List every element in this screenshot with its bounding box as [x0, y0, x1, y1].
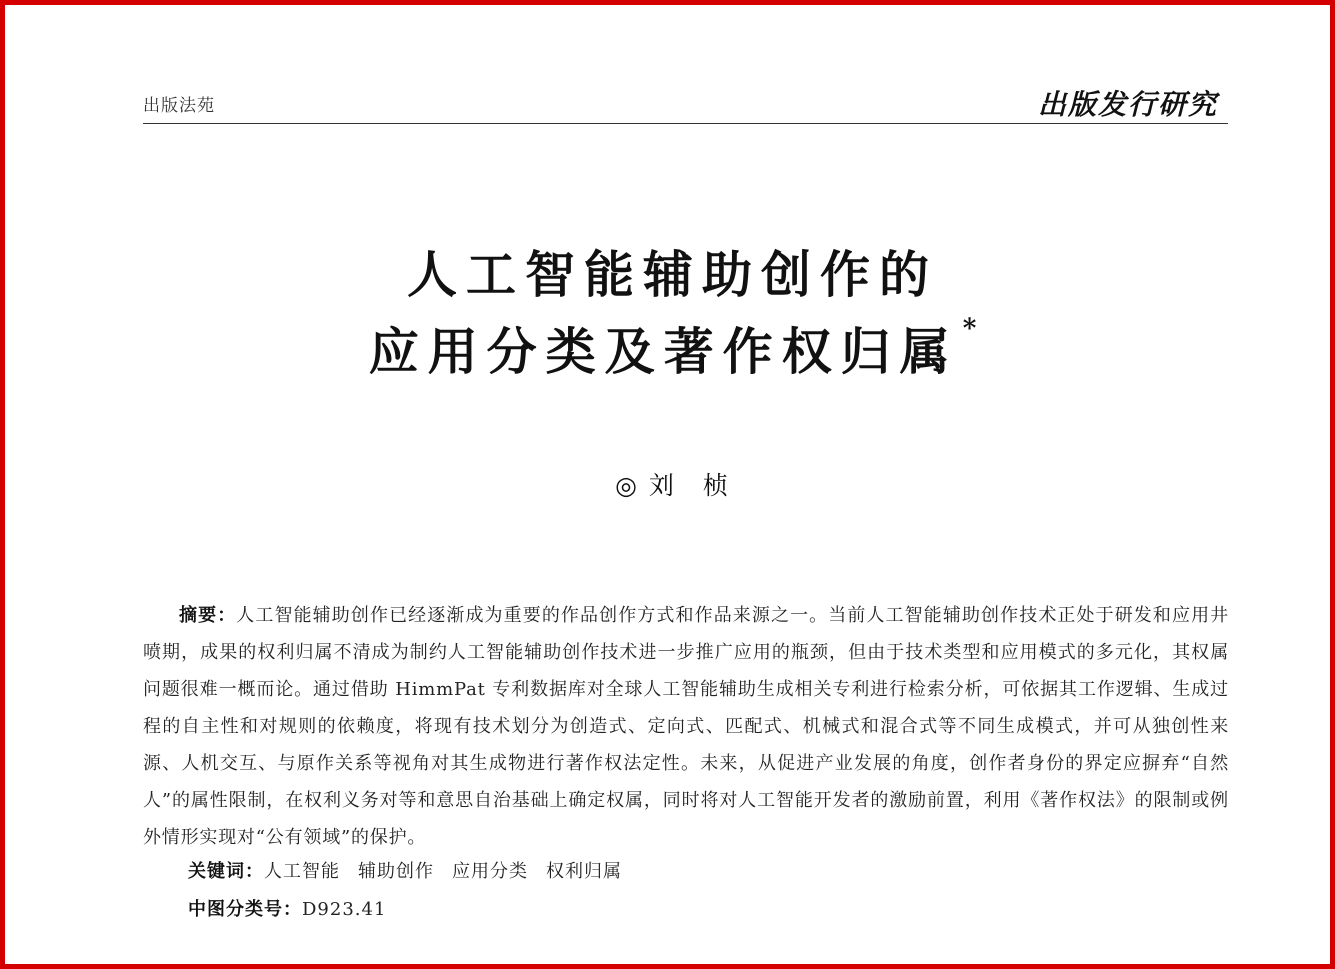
- classification-label: 中图分类号：: [188, 899, 302, 920]
- keywords-label: 关键词：: [188, 861, 264, 882]
- title-line-1-text: 人工智能辅助创作的: [407, 245, 938, 304]
- title-line-2-text: 应用分类及著作权归属: [368, 322, 959, 381]
- journal-logo: 出版发行研究: [1037, 88, 1218, 121]
- abstract-paragraph: [143, 597, 1229, 856]
- title-footnote-marker: *: [962, 314, 977, 344]
- classification-value: D923.41: [302, 899, 387, 920]
- article-title-line-1: [5, 235, 1335, 307]
- header-divider: [143, 123, 1228, 124]
- keyword-item: 辅助创作: [358, 861, 434, 882]
- abstract-text: 人工智能辅助创作已经逐渐成为重要的作品创作方式和作品来源之一。当前人工智能辅助创作技术正处于研发和应用井喷期，成果的权利归属不清成为制约人工智能辅助创作技术进一步推广应用的瓶颈，但由于技术类型和应用模式的多元化，其权属问题很难一概而论。通过借助 HimmPat 专利数据库对全球人工智能辅助生成相关专利进行检索分析，可依据其工作逻辑、生成过程的自主性和对规则的依赖度，将现有技术划分为创造式、定向式、匹配式、机械式和混合式等不同生成模式，并可从独创性来源、人机交互、与原作关系等视角对其生成物进行著作权法定性。未来，从促进产业发展的角度，创作者身份的界定应摒弃“自然人”的属性限制，在权利义务对等和意思自治基础上确定权属，同时将对人工智能开发者的激励前置，利用《著作权法》的限制或例外情形实现对“公有领域”的保护。: [143, 605, 1229, 848]
- keyword-item: 权利归属: [546, 861, 622, 882]
- author-prefix-icon: ◎: [615, 471, 639, 500]
- article-title-line-2: [5, 312, 1335, 384]
- keywords-line: [188, 857, 640, 883]
- section-label: 出版法苑: [143, 96, 215, 116]
- keyword-item: 人工智能: [264, 861, 340, 882]
- classification-line: [188, 895, 386, 921]
- keyword-item: 应用分类: [452, 861, 528, 882]
- author-name: 刘 桢: [648, 471, 730, 500]
- author-line: [5, 466, 1335, 502]
- abstract-label: 摘要：: [179, 605, 237, 626]
